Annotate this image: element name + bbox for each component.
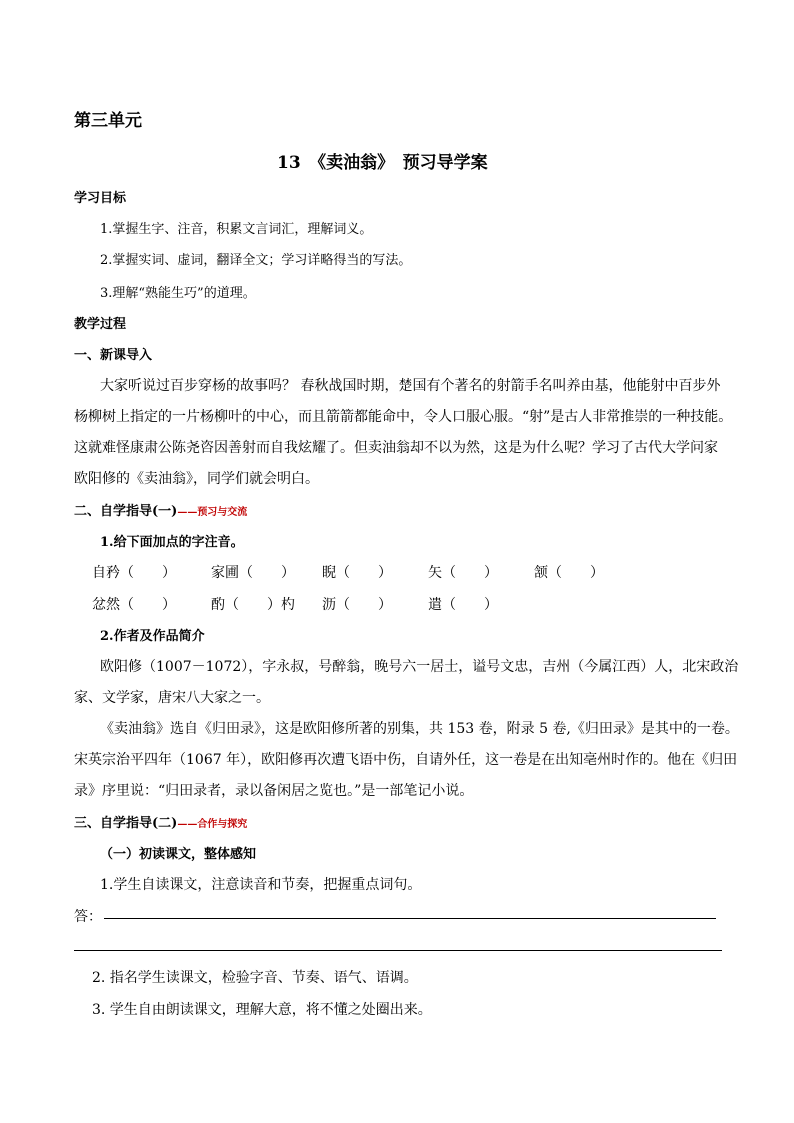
goals-heading: 学习目标	[74, 191, 127, 206]
answer-line[interactable]	[104, 918, 716, 919]
process-heading: 教学过程	[74, 317, 127, 332]
phonetic-item: 睨（ ）	[322, 565, 392, 581]
section3-heading-text: 三、自学指导(二)	[74, 816, 178, 831]
task-3: 3. 学生自由朗读课文，理解大意，将不懂之处圈出来。	[92, 1002, 432, 1018]
task-1: 1.学生自读课文，注意读音和节奏，把握重点词句。	[100, 877, 422, 893]
phonetic-item: 矢（ ）	[428, 565, 498, 581]
goal-item: 1.掌握生字、注音，积累文言词汇，理解词义。	[100, 222, 373, 237]
phonetic-item: 忿然（ ）	[92, 597, 176, 613]
section3-heading	[74, 812, 247, 831]
phonetic-item: 沥（ ）	[322, 597, 392, 613]
author-line: 家、文学家，唐宋八大家之一。	[74, 690, 270, 706]
work-line: 录》序里说：“归田录者，录以备闲居之览也。”是一部笔记小说。	[74, 783, 474, 799]
section2-heading-note: ——预习与交流	[177, 507, 248, 518]
intro-line: 大家听说过百步穿杨的故事吗？ 春秋战国时期，楚国有个著名的射箭手名叫养由基，他能射中百步外	[100, 378, 721, 394]
section2-heading	[74, 500, 247, 519]
question-2: 2.作者及作品简介	[100, 629, 205, 644]
page-title: 13 《卖油翁》 预习导学案	[277, 153, 488, 173]
section1-heading: 一、新课导入	[74, 348, 153, 363]
question-1: 1.给下面加点的字注音。	[100, 535, 244, 550]
intro-line: 欧阳修的《卖油翁》，同学们就会明白。	[74, 471, 319, 487]
section3-heading-note: ——合作与探究	[177, 819, 248, 830]
section2-heading-text: 二、自学指导(一)	[74, 504, 178, 519]
intro-line: 杨柳树上指定的一片杨柳叶的中心，而且箭箭都能命中，令人口服心服。“射”是古人非常推崇的一种技能。	[74, 409, 733, 425]
intro-line: 这就难怪康肃公陈尧咨因善射而自我炫耀了。但卖油翁却不以为然，这是为什么呢？学习了古代大学问家	[74, 440, 718, 456]
unit-title: 第三单元	[74, 111, 142, 131]
author-line: 欧阳修（1007－1072），字永叔，号醉翁，晚号六一居士，谥号文忠，吉州（今属江西）人，北宋政治	[100, 659, 739, 675]
phonetic-item: 颔（ ）	[534, 565, 604, 581]
subsection-heading: （一）初读课文，整体感知	[100, 847, 257, 862]
phonetic-item: 遣（ ）	[428, 597, 498, 613]
answer-line[interactable]	[74, 950, 722, 951]
task-2: 2. 指名学生读课文，检验字音、节奏、语气、语调。	[92, 970, 418, 986]
phonetic-item: 家圃（ ）	[211, 565, 295, 581]
goal-item: 3.理解“熟能生巧”的道理。	[100, 286, 256, 301]
work-line: 《卖油翁》选自《归田录》，这是欧阳修所著的别集，共 153 卷，附录 5 卷,《归田录》是其中的一卷。	[100, 721, 739, 737]
phonetic-item: 自矜（ ）	[92, 565, 176, 581]
phonetic-item: 酌（ ）杓	[211, 597, 295, 613]
answer-label: 答：	[74, 909, 102, 925]
work-line: 宋英宗治平四年（1067 年），欧阳修再次遭飞语中伤，自请外任，这一卷是在出知亳州时作的。他在《归田	[74, 752, 738, 768]
goal-item: 2.掌握实词、虚词，翻译全文；学习详略得当的写法。	[100, 253, 412, 268]
